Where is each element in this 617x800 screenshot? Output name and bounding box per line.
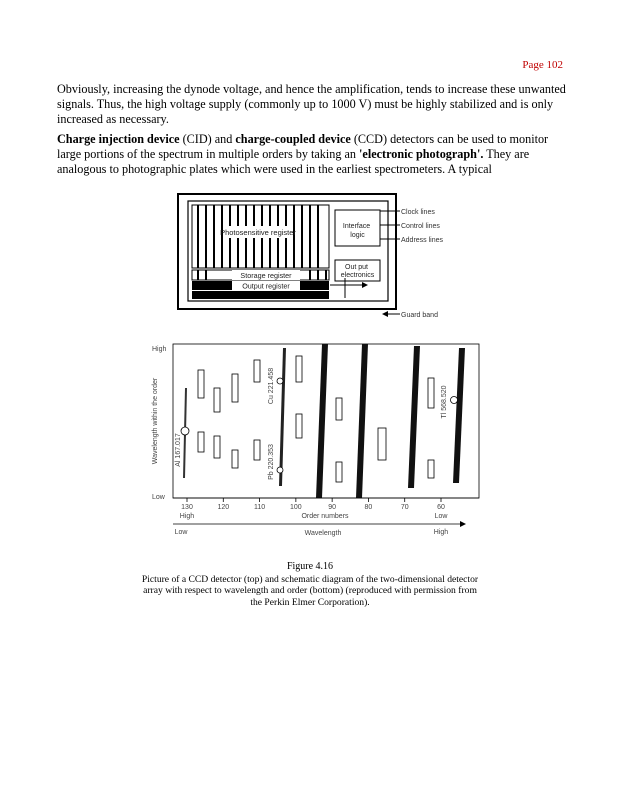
al-167-017-marker bbox=[181, 427, 189, 435]
x-tick-label: 70 bbox=[400, 504, 409, 511]
x-tick-label: 100 bbox=[290, 504, 302, 511]
wavelength-label: Wavelength bbox=[304, 530, 342, 537]
paragraph-text: They are analogous to photographic plates which were used in the earliest spectrometers. A typical bbox=[57, 147, 530, 176]
x-tick-label: 110 bbox=[253, 504, 266, 511]
order-segments bbox=[198, 356, 434, 482]
pb-220-353-label: Pb 220.353 bbox=[268, 444, 275, 480]
cu-221-458-label: Cu 221.458 bbox=[268, 367, 275, 405]
x-tick-label: 130 bbox=[181, 504, 193, 511]
paragraph-text: (CID) and bbox=[179, 132, 236, 146]
x-high-label: High bbox=[179, 513, 195, 520]
pb-220-353-marker bbox=[277, 467, 283, 473]
clock-lines-label: Clock lines bbox=[401, 209, 435, 216]
y-high-label: High bbox=[152, 346, 167, 353]
register-bottom-band bbox=[192, 291, 329, 299]
paragraph-cid-ccd bbox=[57, 132, 567, 177]
order-streaks bbox=[183, 344, 465, 498]
x-axis-title: Order numbers bbox=[301, 513, 349, 520]
ccd-detector-diagram bbox=[178, 194, 444, 319]
wavelength-high-label: High bbox=[433, 529, 449, 536]
y-axis-label: Wavelength within the order bbox=[152, 377, 159, 465]
x-tick-label: 80 bbox=[364, 504, 373, 511]
wavelength-low-label: Low bbox=[174, 529, 188, 536]
x-tick-label: 60 bbox=[437, 504, 445, 511]
figure-svg bbox=[140, 188, 480, 553]
figure-caption bbox=[140, 561, 480, 608]
al-167-017-label: Al 167.017 bbox=[175, 433, 182, 467]
output-arrowhead bbox=[362, 282, 368, 288]
term-cid: Charge injection device bbox=[57, 132, 180, 146]
tl-568-520-marker bbox=[451, 397, 458, 404]
figure-caption-text: Picture of a CCD detector (top) and schematic diagram of the two-dimensional detector array with respect to wavelength and order (bottom) (reproduced with permission from the Perkin Elmer Corporation). bbox=[141, 573, 479, 608]
y-low-label: Low bbox=[152, 494, 165, 501]
array-plot bbox=[152, 344, 479, 537]
photosensitive-register-label: Photosensitive register bbox=[220, 228, 296, 237]
paragraph-text: (CCD) detectors can be used to monitor large portions of the spectrum in multiple orders by taking an bbox=[57, 132, 549, 161]
x-tick-label: 120 bbox=[217, 504, 230, 511]
figure-caption-title: Figure 4.16 bbox=[286, 561, 334, 572]
x-axis-ticks bbox=[181, 498, 445, 511]
cu-221-458-marker bbox=[277, 378, 283, 384]
control-lines-label: Control lines bbox=[401, 223, 440, 230]
interface-logic-label: Interface logic bbox=[342, 223, 371, 239]
address-lines-label: Address lines bbox=[401, 237, 444, 244]
tl-568-520-label: Tl 568.520 bbox=[441, 385, 448, 419]
x-tick-label: 90 bbox=[328, 504, 337, 511]
term-ccd: charge-coupled device bbox=[235, 132, 351, 146]
term-electronic-photograph: 'electronic photograph'. bbox=[359, 147, 484, 161]
guard-band-label: Guard band bbox=[401, 312, 438, 319]
output-register bbox=[192, 281, 329, 291]
output-register-label: Output register bbox=[242, 281, 290, 291]
paragraph-dynode-voltage: Obviously, increasing the dynode voltage, and hence the amplification, tends to increase these unwanted signals. Thus, the high voltage supply (commonly up to 1000 V) must be highly stabilized and is only increased as necessary. bbox=[57, 82, 566, 126]
storage-register-label: Storage register bbox=[240, 271, 292, 280]
page-number: Page 102 bbox=[522, 59, 563, 71]
output-electronics-label: Out put electronics bbox=[340, 264, 375, 279]
storage-register bbox=[192, 270, 329, 280]
figure-4-16 bbox=[140, 188, 480, 553]
x-low-label: Low bbox=[434, 513, 448, 520]
